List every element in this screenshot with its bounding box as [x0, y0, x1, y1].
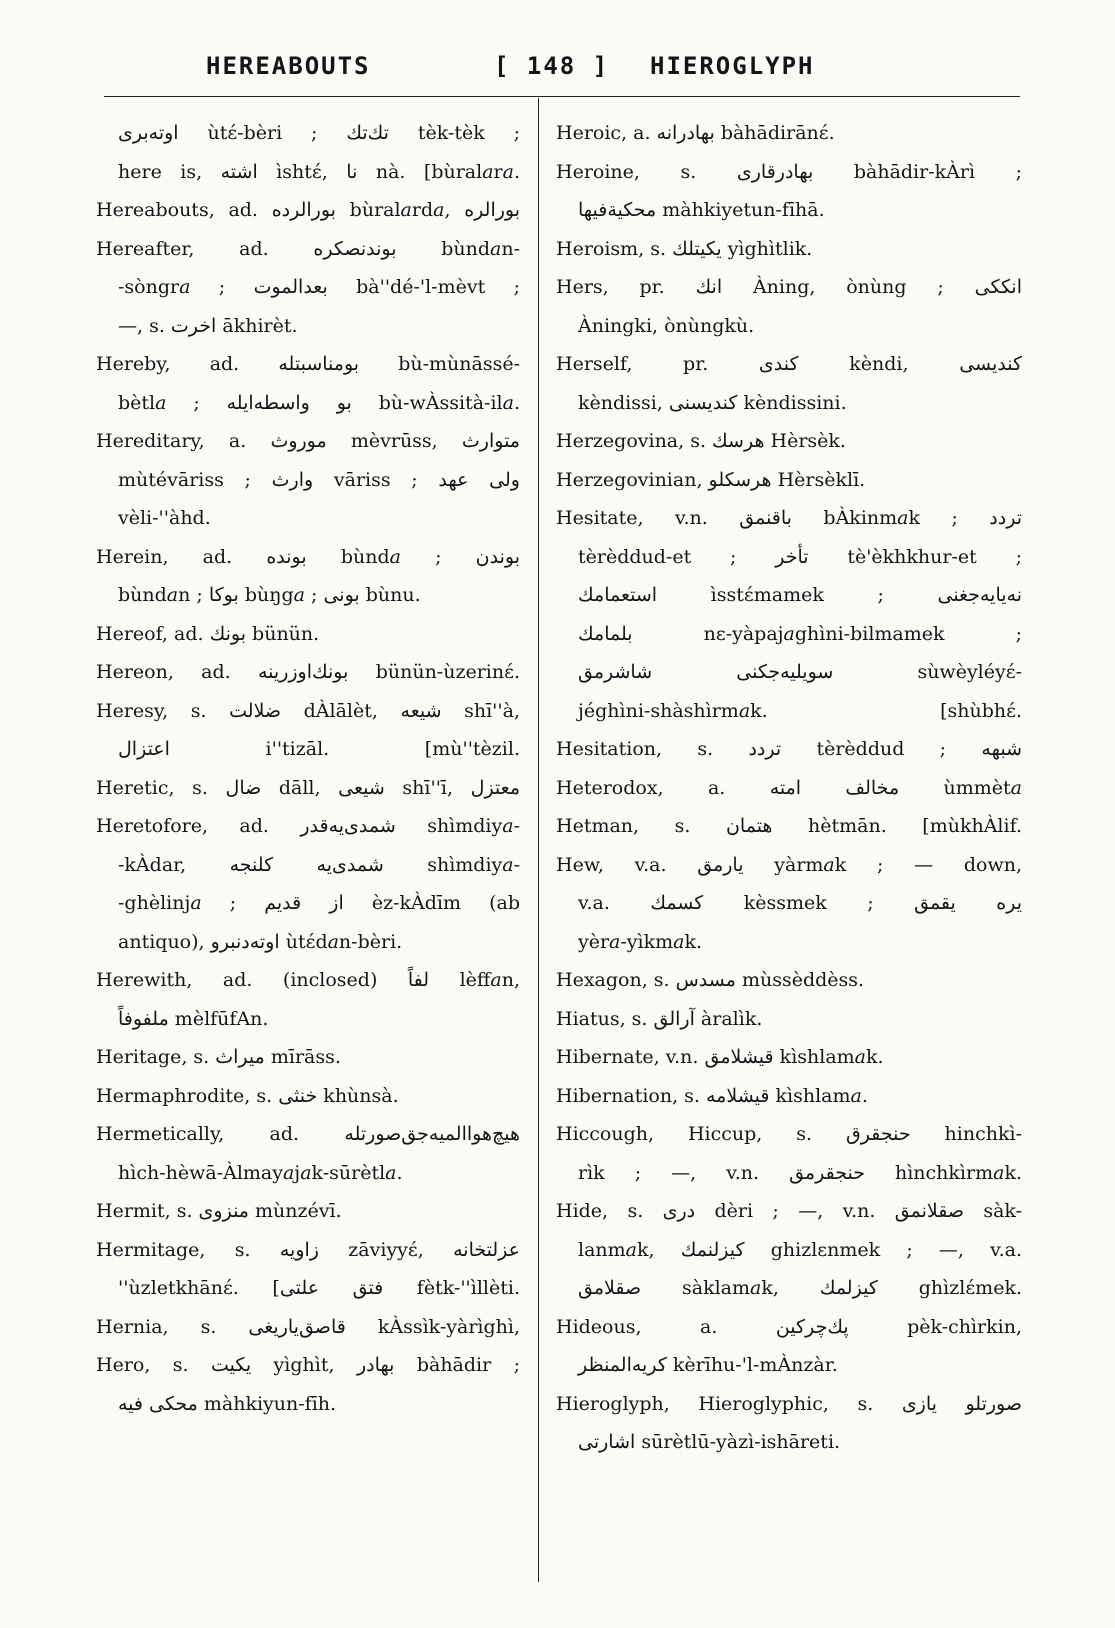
dictionary-line: Hero, s. يكيت yìghìt, بهادر bàhādir ;	[96, 1354, 520, 1376]
dictionary-line: v.a. كسمك kèssmek ; يره يقمق	[578, 892, 1022, 914]
dictionary-line: Hexagon, s. مسدس mùssèddèss.	[556, 969, 865, 991]
dictionary-line: Herzegovina, s. هرسك Hèrsèk.	[556, 430, 846, 452]
dictionary-line: Heroine, s. بهادرقارى bàhādir-kÀrì ;	[556, 160, 1022, 183]
dictionary-line: vèli-''àhd.	[118, 507, 211, 529]
dictionary-line: بلمامك nɛ-yàpaj𝑎ghìni-bilmamek ;	[578, 622, 1022, 645]
dictionary-line: Hiatus, s. آرالق àralìk.	[556, 1007, 763, 1030]
header-rule	[104, 96, 1020, 97]
dictionary-line: Hereabouts, ad. بورالرده bùral𝑎rd𝑎, بورالره	[96, 199, 520, 221]
dictionary-line: Hereafter, ad. بوندنصكره bùnd𝑎n-	[96, 237, 520, 260]
dictionary-line: -ghèlinj𝑎 ; از قديم èz-kÀdīm (ab	[118, 892, 520, 914]
dictionary-line: Hibernate, v.n. قيشلامق kìshlam𝑎k.	[556, 1046, 884, 1068]
dictionary-line: ''ùzletkhānɛ́. [فتق علتى fètk-''ìllèti.	[118, 1277, 520, 1299]
dictionary-line: Herself, pr. كندى kèndi, كنديسى	[556, 353, 1022, 375]
dictionary-line: here is, اشته ìshtɛ́, نا nà. [bùral𝑎r𝑎.	[118, 160, 520, 183]
dictionary-line: Heroic, a. بهادرانه bàhādirānɛ́.	[556, 122, 835, 144]
dictionary-line: mùtévāriss ; وارث vāriss ; ولی عهد	[118, 468, 520, 491]
dictionary-line: Hernia, s. قاصق‌ياريغى kÀssìk-yàrìghì,	[96, 1315, 520, 1338]
dictionary-line: Hibernation, s. قيشلامه kìshlam𝑎.	[556, 1084, 868, 1107]
dictionary-line: tèrèddud-et ; تأخر tè'èkhkhur-et ;	[578, 545, 1022, 568]
dictionary-line: Heretofore, ad. شمدی‌يه‌قدر shìmdiy𝑎-	[96, 815, 520, 837]
dictionary-line: antiquo), اوته‌دنبرو ùtɛ́d𝑎n-bèri.	[118, 930, 403, 953]
dictionary-line: Heritage, s. ميراث mīrāss.	[96, 1046, 341, 1068]
dictionary-line: Hetman, s. هتمان hètmān. [mùkhÀlif.	[556, 815, 1022, 837]
dictionary-line: Hide, s. درى dèri ; —, v.n. صقلانمق sàk-	[556, 1200, 1022, 1222]
dictionary-line: استعمامك ìsstɛ́mamek ; نه‌يا‌يه‌جغنى	[578, 584, 1022, 606]
dictionary-line: Hideous, a. پك‌چركين pèk-chìrkin,	[556, 1315, 1022, 1338]
dictionary-line: Hers, pr. انك Àning, ònùng ; انككى	[556, 276, 1022, 298]
dictionary-line: Hermitage, s. زاويه zāviyyɛ́, عزلتخانه	[96, 1238, 520, 1261]
dictionary-line: كريه‌المنظر kèrīhu-'l-mÀnzàr.	[578, 1354, 838, 1376]
dictionary-line: Hereby, ad. بومناسبتله bù-mùnāssé-	[96, 353, 520, 375]
dictionary-line: ملفوفاً mèlfūfAn.	[118, 1007, 269, 1030]
dictionary-line: Herein, ad. بونده bùnd𝑎 ; بوندن	[96, 545, 520, 568]
dictionary-line: Àningki, ònùngkù.	[578, 314, 755, 337]
dictionary-line: bùnd𝑎n ; بوکا bùŋg𝑎 ; بونی bùnu.	[118, 584, 421, 606]
dictionary-line: Heresy, s. ضلالت dÀlālèt, شيعه shī''à,	[96, 699, 520, 722]
dictionary-line: صقلامق sàklam𝑎k, كيزلمك ghìzlɛ́mek.	[578, 1277, 1022, 1299]
running-head-left: HEREABOUTS	[206, 52, 371, 80]
dictionary-line: yèr𝑎-yìkm𝑎k.	[578, 930, 703, 953]
dictionary-line: Hermaphrodite, s. خنثى khùnsà.	[96, 1084, 399, 1107]
dictionary-line: jéghìni-shàshìrm𝑎k. [shùbhɛ́.	[578, 699, 1022, 722]
dictionary-line: محكية‌فيها màhkiyetun-fīhā.	[578, 199, 825, 221]
dictionary-line: Hereof, ad. بونك bünün.	[96, 622, 320, 645]
left-column	[96, 114, 520, 1423]
dictionary-line: -sòngr𝑎 ; بعدالموت bà''dé-'l-mèvt ;	[118, 276, 520, 298]
dictionary-line: hìch-hèwā-Àlmay𝑎j𝑎k-sūrètl𝑎.	[118, 1161, 403, 1184]
dictionary-line: bètl𝑎 ; بو واسطه‌ايله bù-wÀssità-il𝑎.	[118, 391, 520, 414]
column-divider	[538, 98, 539, 1582]
dictionary-line: Hesitation, s. تردد tèrèddud ; شبهه	[556, 738, 1022, 760]
dictionary-line: Hermit, s. منزوی mùnzévī.	[96, 1200, 342, 1222]
right-column	[556, 114, 1022, 1462]
dictionary-line: Hermetically, ad. هيچ‌هواالميه‌جق‌صورتله	[96, 1123, 520, 1145]
dictionary-line: سويليه‌جكنى شاشرمق sùwèyléyɛ́-	[578, 661, 1022, 683]
dictionary-line: Hereditary, a. موروث mèvrūss, متوارث	[96, 430, 520, 452]
dictionary-line: lanm𝑎k, كيزلنمك ghizlɛnmek ; —, v.a.	[578, 1238, 1022, 1261]
dictionary-line: Hiccough, Hiccup, s. حنجقرق hinchkì-	[556, 1123, 1022, 1145]
dictionary-line: Heretic, s. ضال dāll, شيعى shī''ī, معتزل	[96, 776, 520, 799]
dictionary-line: Hieroglyph, Hieroglyphic, s. صورتلو يازى	[556, 1392, 1022, 1415]
dictionary-line: Heroism, s. يكيتلك yìghìtlik.	[556, 237, 813, 260]
dictionary-line: اوته‌بری ùtɛ́-bèri ; تك‌تك tèk-tèk ;	[118, 122, 520, 144]
page-number: [ 148 ]	[494, 52, 610, 80]
dictionary-line: Heterodox, a. مخالف امته ùmmèt𝑎	[556, 776, 1022, 799]
dictionary-line: اشارتى sūrètlū-yàzì-ishāreti.	[578, 1431, 841, 1453]
dictionary-line: Herewith, ad. (inclosed) لفاً lèff𝑎n,	[96, 969, 520, 991]
page-header	[0, 52, 1115, 88]
dictionary-line: kèndissi, كنديسنى kèndissini.	[578, 391, 847, 414]
dictionary-line: Herzegovinian, هرسكلو Hèrsèklī.	[556, 468, 866, 491]
dictionary-line: -kÀdar, شمدی‌يه كلنجه shìmdiy𝑎-	[118, 853, 520, 876]
dictionary-line: Hew, v.a. يارمق yàrm𝑎k ; — down,	[556, 853, 1022, 876]
dictionary-line: —, s. اخرت ākhirèt.	[118, 314, 298, 337]
dictionary-line: Hesitate, v.n. باقنمق bÀkinm𝑎k ; تردد	[556, 507, 1022, 529]
running-head-right: HIEROGLYPH	[650, 52, 815, 80]
dictionary-line: محكى فيه màhkiyun-fīh.	[118, 1392, 337, 1415]
dictionary-line: rìk ; —, v.n. حنجقرمق hìnchkìrm𝑎k.	[578, 1161, 1022, 1184]
dictionary-line: Hereon, ad. بونك‌اوزرينه bünün-ùzerinɛ́.	[96, 661, 520, 683]
dictionary-line: اعتزال i''tizāl. [mù''tèzil.	[118, 738, 520, 760]
